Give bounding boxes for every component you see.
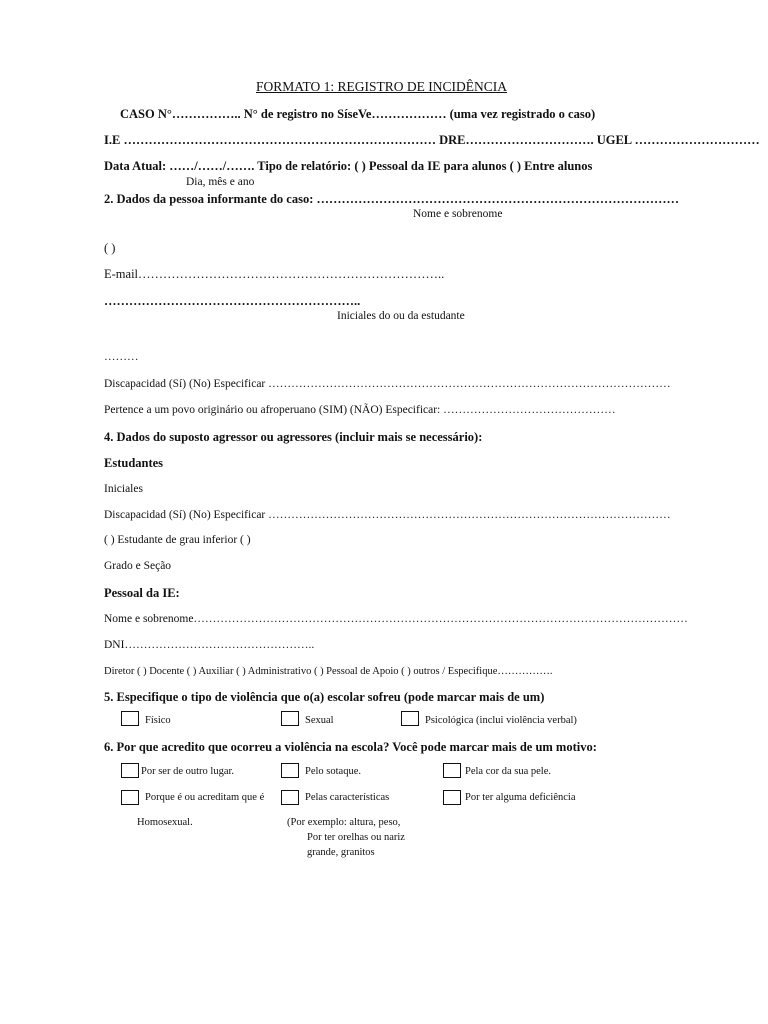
students-heading: Estudantes <box>104 456 164 470</box>
checkbox-homosexual[interactable] <box>121 790 139 805</box>
checkbox-psychological[interactable] <box>401 711 419 726</box>
grade-section-line: Grado e Seção <box>104 560 172 572</box>
option-physical-label: Físico <box>145 715 171 726</box>
section4-heading: 4. Dados do suposto agressor ou agressores (incluir mais se necessário): <box>104 430 483 444</box>
informant-name-caption: Nome e sobrenome <box>413 208 503 220</box>
student-initials-line: …………………………………………………….. <box>104 294 361 308</box>
aggressor-initials: Iniciales <box>104 483 143 495</box>
option-characteristics-label: Pelas características <box>305 792 390 803</box>
date-report-type-line: Data Atual: ……/……/……. Tipo de relatório: ( ) Pessoal da IE para alunos ( ) Entre alunos <box>104 159 593 173</box>
example-line-3: grande, granitos <box>307 847 375 858</box>
staff-dni-line: DNI………………………………………….. <box>104 639 315 651</box>
staff-name-line: Nome e sobrenome………………………………………………………………………………………………………………… <box>104 613 688 625</box>
date-caption: Dia, mês e ano <box>186 176 255 188</box>
origin-line: Pertence a um povo originário ou afroperuano (SIM) (NÃO) Especificar: ……………………………………… <box>104 404 616 416</box>
ie-dre-ugel-line: I.E ………………………………………………………………… DRE…………………………. UGEL ………………………… <box>104 133 760 147</box>
informant-phone: ( ) <box>104 241 116 255</box>
option-skin-color-label: Pela cor da sua pele. <box>465 766 552 777</box>
option-sexual-label: Sexual <box>305 715 334 726</box>
checkbox-physical[interactable] <box>121 711 139 726</box>
example-line-1: (Por exemplo: altura, peso, <box>287 817 401 828</box>
section2-heading: 2. Dados da pessoa informante do caso: …………………………………………………………………………… <box>104 192 680 206</box>
student-initials-caption: Iniciales do ou da estudante <box>337 310 465 322</box>
informant-disability-line: Discapacidad (Sí) (No) Especificar …………………………………………………………………………………………… <box>104 378 671 390</box>
option-homosexual-label: Porque é ou acreditam que é <box>145 792 265 803</box>
homosexual-continuation: Homosexual. <box>137 817 193 828</box>
checkbox-skin-color[interactable] <box>443 763 461 778</box>
case-number-line: CASO N°…………….. N° de registro no SíseVe……………… (uma vez registrado o caso) <box>120 107 596 121</box>
informant-email: E-mail……………………………………………………………….. <box>104 267 445 281</box>
section5-heading: 5. Especifique o tipo de violência que o(a) escolar sofreu (pode marcar mais de um) <box>104 690 545 704</box>
example-line-2: Por ter orelhas ou nariz <box>307 832 405 843</box>
aggressor-disability-line: Discapacidad (Sí) (No) Especificar …………………………………………………………………………………………… <box>104 509 671 521</box>
checkbox-other-place[interactable] <box>121 763 139 778</box>
option-other-place-label: Por ser de outro lugar. <box>141 766 235 777</box>
option-disability-label: Por ter alguma deficiência <box>465 792 576 803</box>
checkbox-characteristics[interactable] <box>281 790 299 805</box>
checkbox-disability[interactable] <box>443 790 461 805</box>
checkbox-accent[interactable] <box>281 763 299 778</box>
staff-roles-line: Diretor ( ) Docente ( ) Auxiliar ( ) Administrativo ( ) Pessoal de Apoio ( ) outros / Especifique……………. <box>104 666 553 677</box>
document-title: FORMATO 1: REGISTRO DE INCIDÊNCIA <box>256 79 508 94</box>
checkbox-sexual[interactable] <box>281 711 299 726</box>
option-psychological-label: Psicológica (inclui violência verbal) <box>425 715 577 726</box>
section6-heading: 6. Por que acredito que ocorreu a violência na escola? Você pode marcar mais de um motivo: <box>104 740 597 754</box>
staff-heading: Pessoal da IE: <box>104 586 180 600</box>
option-accent-label: Pelo sotaque. <box>305 766 361 777</box>
dots-line: ……… <box>104 351 139 363</box>
lower-grade-line: ( ) Estudante de grau inferior ( ) <box>104 534 251 546</box>
